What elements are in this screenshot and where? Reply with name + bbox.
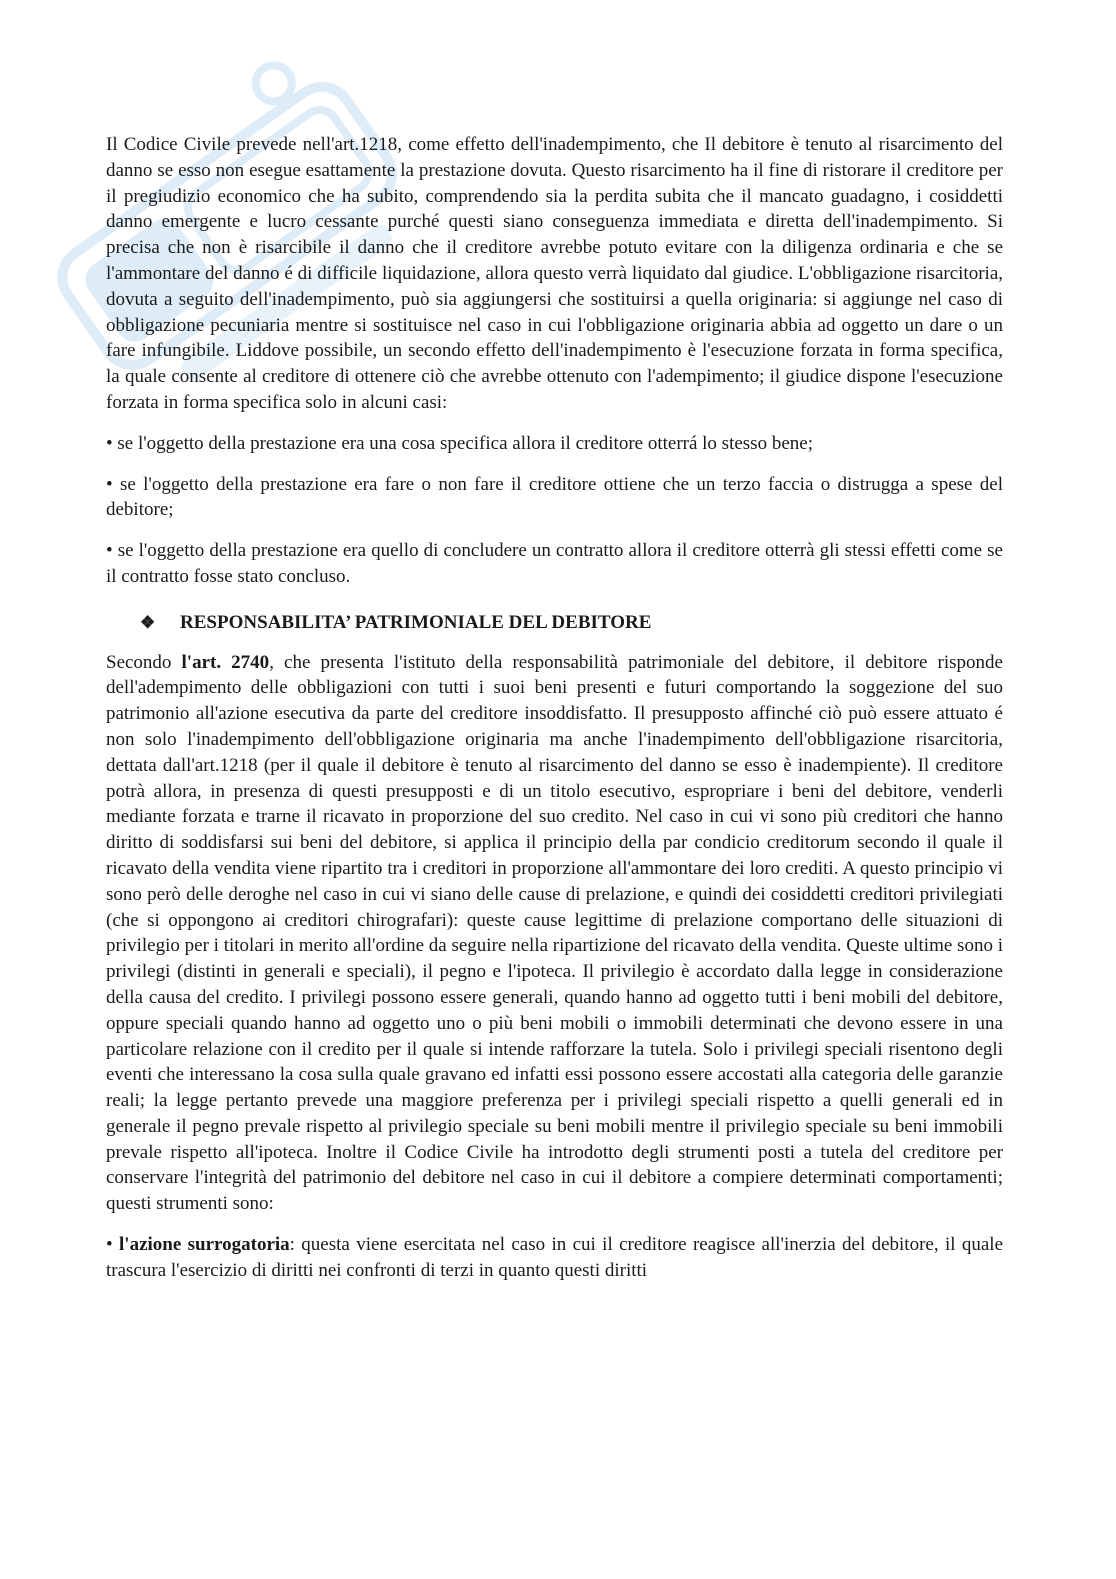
bullet-specific-thing: • se l'oggetto della prestazione era una cosa specifica allora il creditore otterrá lo stesso bene; bbox=[106, 432, 813, 454]
paragraph-body: , che presenta l'istituto della responsabilità patrimoniale del debitore, il debitore risponde dell'adempimento delle obbligazioni con tutti i suoi beni presenti e futuri comportando la soggezione del suo patrimonio all'azione esecutiva da parte del creditore insoddisfatto. Il presupposto affinché ciò può essere attuato é non solo l'inadempimento dell'obbligazione originaria ma anche l'inadempimento dell'obbligazione risarcitoria, dettata dall'art.1218 (per il quale il debitore è tenuto al risarcimento del danno se esso è inadempiente). Il creditore potrà allora, in presenza di questi presupposti e di un titolo esecutivo, espropriare i beni del debitore, venderli mediante forzata e trarne il ricavato in proporzione del suo credito. Nel caso in cui vi sono più creditori che hanno diritto di soddisfarsi sui beni del debitore, si applica il principio della par condicio creditorum secondo il quale il ricavato della vendita viene ripartito tra i creditori in proporzione all'ammontare dei loro crediti. A questo principio vi sono però delle deroghe nel caso in cui vi siano delle cause di prelazione, e quindi dei cosiddetti creditori privilegiati (che si oppongono ai creditori chirografari): queste cause legittime di prelazione comportano delle situazioni di privilegio per i titolari in merito all'ordine da seguire nella ripartizione del ricavato della vendita. Queste ultime sono i privilegi (distinti in generali e speciali), il pegno e l'ipoteca. Il privilegio è accordato dalla legge in considerazione della causa del credito. I privilegi possono essere generali, quando hanno ad oggetto tutti i beni mobili del debitore, oppure speciali quando hanno ad oggetto uno o più beni mobili o immobili determinati che devono essere in una particolare relazione con il credito per il quale si intende rafforzare la tutela. Solo i privilegi speciali risentono degli eventi che interessano la cosa sulla quale gravano ed infatti essi possono essere accostati alla categoria delle garanzie reali; la legge pertanto prevede una maggiore preferenza per i privilegi speciali rispetto a quelli generali ed in generale il pegno prevale rispetto al privilegio speciale su beni mobili mentre il privilegio speciale su beni immobili prevale rispetto all'ipoteca. Inoltre il Codice Civile ha introdotto degli strumenti posti a tutela del creditore per conservare l'integrità del patrimonio del debitore nel caso in cui il debitore a compiere determinati comportamenti; questi strumenti sono: bbox=[106, 651, 1003, 1215]
article-reference: l'art. 2740 bbox=[181, 651, 270, 673]
bullet-prefix: • bbox=[106, 1234, 120, 1256]
document-page bbox=[106, 132, 1003, 1284]
paragraph-responsabilita bbox=[106, 650, 1003, 1218]
diamond-bullet-icon: ❖ bbox=[140, 612, 156, 632]
bullet-text: : questa viene esercitata nel caso in cui il creditore reagisce all'inerzia del debitore, il quale trascura l'esercizio di diritti nei confronti di terzi in quanto questi diritti bbox=[106, 1234, 1003, 1281]
bullet-do-or-not-do: • se l'oggetto della prestazione era fare o non fare il creditore ottiene che un terzo faccia o distrugga a spese del debitore; bbox=[106, 473, 1003, 521]
term-azione-surrogatoria: l'azione surrogatoria bbox=[119, 1234, 290, 1256]
paragraph-intro: Il Codice Civile prevede nell'art.1218, come effetto dell'inadempimento, che Il debitore è tenuto al risarcimento del danno se esso non esegue esattamente la prestazione dovuta. Questo risarcimento ha il fine di ristorare il creditore per il pregiudizio economico che ha subito, comprendendo sia la perdita subita che il mancato guadagno, i cosiddetti danno emergente e lucro cessante purché questi siano conseguenza immediata e diretta dell'inadempimento. Si precisa che non è risarcibile il danno che il creditore avrebbe potuto evitare con la diligenza ordinaria e che se l'ammontare del danno é di difficile liquidazione, allora questo verrà liquidato dal giudice. L'obbligazione risarcitoria, dovuta a seguito dell'inadempimento, può sia aggiungersi che sostituirsi a quella originaria: si aggiunge nel caso di obbligazione pecuniaria mentre si sostituisce nel caso in cui l'obbligazione originaria abbia ad oggetto un dare o un fare infungibile. Liddove possibile, un secondo effetto dell'inadempimento è l'esecuzione forzata in forma specifica, la quale consente al creditore di ottenere ciò che avrebbe ottenuto con l'adempimento; il giudice dispone l'esecuzione forzata in forma specifica solo in alcuni casi: bbox=[106, 134, 1003, 413]
section-heading bbox=[140, 610, 1003, 636]
section-heading-text: RESPONSABILITA’ PATRIMONIALE DEL DEBITORE bbox=[180, 611, 652, 633]
lead-text: Secondo bbox=[106, 651, 182, 673]
bullet-conclude-contract: • se l'oggetto della prestazione era quello di concludere un contratto allora il creditore otterrà gli stessi effetti come se il contratto fosse stato concluso. bbox=[106, 540, 1003, 587]
bullet-azione-surrogatoria bbox=[106, 1232, 1003, 1284]
